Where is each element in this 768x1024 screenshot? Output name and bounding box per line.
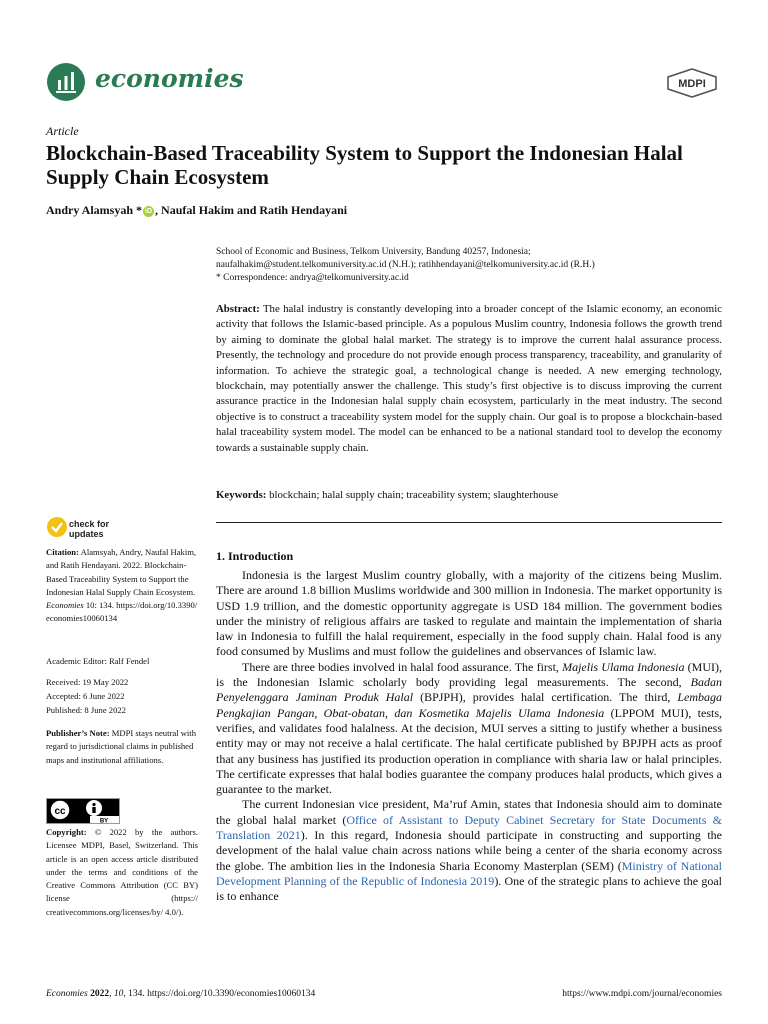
check-for-updates-label[interactable]: check for updates xyxy=(69,519,110,539)
divider xyxy=(216,522,722,523)
cc-by-license-icon[interactable] xyxy=(46,798,120,824)
orcid-icon[interactable]: iD xyxy=(145,208,153,215)
author-list xyxy=(46,203,347,218)
publishers-note: Publisher’s Note: MDPI stays neutral with regard to jurisdictional claims in published maps and institutional affiliations. xyxy=(46,728,196,765)
mdpi-logo-icon[interactable] xyxy=(666,68,718,98)
abstract xyxy=(216,302,722,456)
abstract-text: The halal industry is constantly developing into a broader concept of the Islamic economy, an economic activity that follows the Islamic-based principle. As a populous Muslim country, Indonesia follows the growth trend by aiming to dominate the global halal market. The strategy is to improve the current halal assurance process. Presently, the technology and procedure do not provide enough process transparency, traceability, and granularity of information. To achieve the strategic goal, a technological change is needed. A new emerging technology, blockchain, may potentially answer the challenge. This study’s first objective is to discuss improving the current assurance practice in the Indonesian halal supply chain ecosystem, particularly in the meat industry. The second objective is to construct a traceability system model for the supply chain. Our goal is to propose a blockchain-based halal traceability system model. The model can be enhanced to be a national standard tool to develop the economy towards a sustainable supply chain. xyxy=(216,303,722,454)
copyright: Copyright: © 2022 by the authors. Licensee MDPI, Basel, Switzerland. This article is an open access article distributed under the terms and conditions of the Creative Commons Attribution (CC BY) license (https:// creativecommons.org/licenses/by/ 4.0/). xyxy=(46,827,198,917)
paragraph: Indonesia is the largest Muslim country globally, with a majority of the citizens being Muslim. There are around 1.8 billion Muslims worldwide and 300 million in Indonesia. The market opportunity is USD 1.9 trillion, and the domestic opportunity aggregate is USD 184 million. The government bodies under the ministry of religious affairs are tasked to regulate and maintain the implementation of sharia law in Indonesia to fulfill the halal requirement, especially in the food supply chain. Halal food is any food consumed by Muslims and must follow the guidelines and observances of Islamic law. xyxy=(216,568,722,659)
paragraph: There are three bodies involved in halal food assurance. The first, Majelis Ulama Indonesia (MUI), is the Indonesian Islamic scholarly body providing legal measurements. The second, Badan Penyelenggara Jaminan Produk Halal (BPJPH), provides halal certification. The third, Lembaga Pengkajian Pangan, Obat-obatan, dan Kosmetika Majelis Ulama Indonesia (LPPOM MUI), tests, verifies, and validates food halalness. At the decision, MUI serves a sitting to justify whether a business entity may or may not receive a halal certificate. The halal certificate published by BPJPH acts as proof that any business has justified its production operation in compliance with sharia law or halal principles. The certificate expresses that halal bodies guarantee the company produces halal products, which gives a guarantee to the market. xyxy=(216,659,722,797)
introduction-body xyxy=(216,568,722,905)
check-for-updates-icon[interactable] xyxy=(46,516,68,538)
article-type: Article xyxy=(46,124,79,138)
economies-logo-icon xyxy=(46,62,86,102)
cc-label: cc xyxy=(54,806,66,817)
published-date: Published: 8 June 2022 xyxy=(46,705,126,715)
footer-citation: Economies 2022, 10, 134. https://doi.org/10.3390/economies10060134 xyxy=(46,989,316,999)
journal-name[interactable]: economies xyxy=(95,64,244,93)
affiliation-line: School of Economic and Business, Telkom University, Bandung 40257, Indonesia; xyxy=(216,247,531,257)
author-rest: , Naufal Hakim and Ratih Hendayani xyxy=(155,203,348,217)
academic-editor: Academic Editor: Ralf Fendel xyxy=(46,656,150,666)
publisher-label: MDPI xyxy=(678,78,706,90)
abstract-label: Abstract: xyxy=(216,303,260,315)
keywords-text: blockchain; halal supply chain; traceability system; slaughterhouse xyxy=(266,489,559,501)
citation-link[interactable]: Ministry of National Development Planning of the Republic of Indonesia 2019 xyxy=(216,858,723,888)
keywords-label: Keywords: xyxy=(216,489,267,501)
footer-journal-url[interactable]: https://www.mdpi.com/journal/economies xyxy=(562,989,722,999)
section-heading: 1. Introduction xyxy=(216,549,294,563)
affiliation-emails: naufalhakim@student.telkomuniversity.ac.id (N.H.); ratihhendayani@telkomuniversity.ac.id (R.H.) xyxy=(216,260,595,270)
affiliation-block xyxy=(216,246,726,285)
citation: Citation: Alamsyah, Andry, Naufal Hakim, and Ratih Hendayani. 2022. Blockchain-Based Traceability System to Support the Indonesian Halal Supply Chain Ecosystem. Economies 10: 134. https://doi.org/10.3390/ economies10060134 xyxy=(46,547,198,624)
keywords xyxy=(216,489,722,501)
accepted-date: Accepted: 6 June 2022 xyxy=(46,691,125,701)
paragraph: The current Indonesian vice president, Ma’ruf Amin, states that Indonesia should aim to dominate the global halal market (Office of Assistant to Deputy Cabinet Secretary for State Documents & Translation 2021). In this regard, Indonesia should participate in constructing and supporting the development of the halal value chain across nations while being a center of the sharia economy across the globe. The ambition lies in the Indonesia Sharia Economy Masterplan (SEM) (Ministry of National Development Planning of the Republic of Indonesia 2019). One of the strategic plans to achieve the goal is to enhance xyxy=(216,797,723,904)
by-label: BY xyxy=(99,818,109,824)
author-first: Andry Alamsyah * xyxy=(46,203,143,217)
received-date: Received: 19 May 2022 xyxy=(46,677,129,687)
article-title: Blockchain-Based Traceability System to Support the Indonesian Halal Supply Chain Ecosystem xyxy=(46,141,683,189)
correspondence: * Correspondence: andrya@telkomuniversity.ac.id xyxy=(216,273,409,283)
citation-link[interactable]: Office of Assistant to Deputy Cabinet Secretary for State Documents & Translation 2021 xyxy=(216,812,722,843)
